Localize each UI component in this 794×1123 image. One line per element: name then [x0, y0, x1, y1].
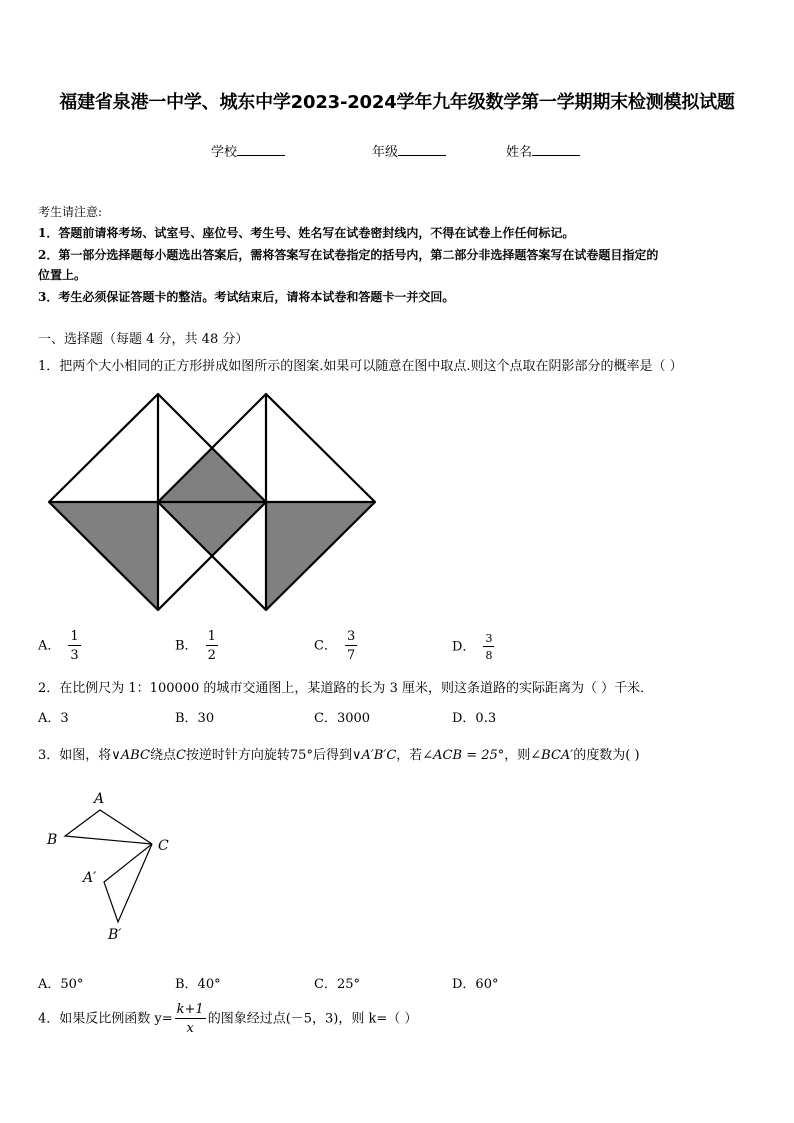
- q2-option-c[interactable]: C．3000: [314, 711, 371, 726]
- section-heading: 一、选择题（每题 4 分，共 48 分）: [38, 332, 249, 347]
- q4-text: 4．如果反比例函数 y= $\frac{k+1}{x}$ 的图象经过点(－5，3)，则 k=（ ）: [38, 1002, 418, 1036]
- q2-text: 2．在比例尺为 1：100000 的城市交通图上，某道路的长为 3 厘米，则这条道路的实际距离为（ ）千米．: [38, 681, 654, 696]
- grade-blank[interactable]: [398, 143, 446, 156]
- label-c: C: [158, 838, 169, 854]
- q1-option-b[interactable]: B． $\frac{1}{2}$: [175, 629, 216, 663]
- q3-text: 3．如图，将∨ABC绕点C按逆时针方向旋转75°后得到∨A′B′C，若∠ACB = 25°，则∠BCA′的度数为( ): [38, 748, 640, 763]
- q2-option-b[interactable]: B．30: [175, 711, 215, 726]
- q3-option-a[interactable]: A．50°: [38, 977, 84, 992]
- q1-text: 1．把两个大小相同的正方形拼成如图所示的图案.如果可以随意在图中取点.则这个点取在阴影部分的概率是（ ）: [38, 359, 683, 374]
- name-blank[interactable]: [532, 143, 580, 156]
- q1-option-a[interactable]: A． $\frac{1}{3}$: [38, 629, 79, 663]
- note-item: 1．答题前请将考场、试室号、座位号、考生号、姓名写在试卷密封线内，不得在试卷上作任何标记。: [38, 226, 575, 240]
- q2-option-d[interactable]: D．0.3: [452, 711, 497, 726]
- triangle-abc: [65, 810, 152, 844]
- grade-field[interactable]: [372, 141, 446, 160]
- q3-option-b[interactable]: B．40°: [175, 977, 221, 992]
- grade-label: 年级: [372, 145, 399, 160]
- triangle-a2b2c: [104, 844, 152, 922]
- label-b-prime: B′: [108, 927, 122, 943]
- school-label: 学校: [211, 145, 238, 160]
- label-a: A: [94, 791, 105, 807]
- notes-heading: 考生请注意:: [38, 205, 103, 219]
- note-item: 位置上。: [38, 268, 87, 282]
- q2-option-a[interactable]: A．3: [38, 711, 69, 726]
- label-b: B: [47, 832, 58, 848]
- q1-option-c[interactable]: C． $\frac{3}{7}$: [314, 629, 356, 663]
- school-blank[interactable]: [237, 143, 285, 156]
- q1-option-d[interactable]: D． $\frac{3}{8}$: [452, 632, 493, 662]
- name-field[interactable]: [506, 141, 580, 160]
- q3-option-c[interactable]: C．25°: [314, 977, 360, 992]
- note-item: 2．第一部分选择题每小题选出答案后，需将答案写在试卷指定的括号内，第二部分非选择题答案写在试卷题目指定的: [38, 248, 659, 262]
- page-title: 福建省泉港一中学、城东中学2023-2024学年九年级数学第一学期期末检测模拟试题: [59, 92, 735, 113]
- q3-option-d[interactable]: D．60°: [452, 977, 499, 992]
- school-field[interactable]: [211, 141, 285, 160]
- q1-figure: [46, 392, 376, 614]
- name-label: 姓名: [506, 145, 533, 160]
- q3-figure: [40, 786, 190, 946]
- label-a-prime: A′: [83, 870, 97, 886]
- note-item: 3．考生必须保证答题卡的整洁。考试结束后，请将本试卷和答题卡一并交回。: [38, 290, 455, 304]
